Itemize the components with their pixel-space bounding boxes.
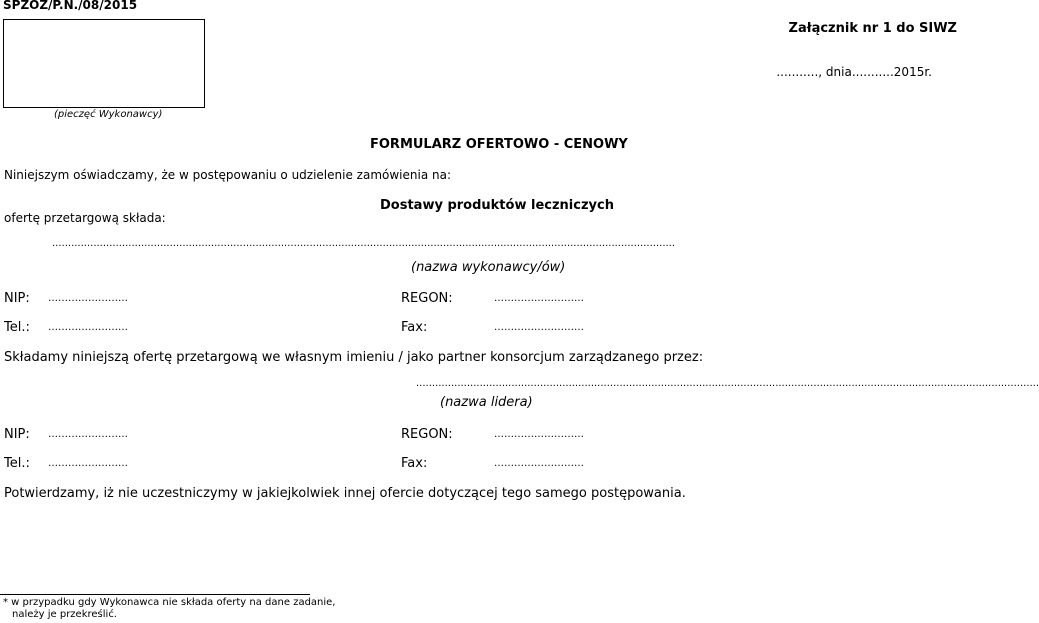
leader-nip-label: NIP: [4,427,30,442]
form-title: FORMULARZ OFERTOWO - CENOWY [370,137,628,152]
offer-label: ofertę przetargową składa: [4,211,166,225]
procurement-subject: Dostawy produktów leczniczych [380,198,614,213]
declaration-text: Niniejszym oświadczamy, że w postępowaniu o udzielenie zamówienia na: [4,168,451,182]
footnote-divider [0,594,310,595]
contractor-fax-label: Fax: [401,320,428,335]
leader-regon-field: ……………………… [494,429,584,440]
confirmation-text: Potwierdzamy, iż nie uczestniczymy w jakiejkolwiek innej ofercie dotyczącej tego samego postępowania. [4,486,686,501]
consortium-statement: Składamy niniejszą ofertę przetargową we własnym imieniu / jako partner konsorcjum zarządzanego przez: [4,350,704,365]
contractor-tel-field: …………………… [48,322,128,333]
contractor-nip-label: NIP: [4,291,30,306]
stamp-caption: (pieczęć Wykonawcy) [54,109,163,120]
footnote-line-2: należy je przekreślić. [12,609,117,620]
leader-regon-label: REGON: [401,427,453,442]
leader-name-field: .................................................................................................................................................................................................... [416,378,1039,389]
leader-tel-label: Tel.: [4,456,30,471]
reference-number: SPZOZ/P.N./08/2015 [3,0,138,12]
leader-fax-field: ……………………… [494,458,584,469]
contractor-stamp-box [3,19,205,108]
contractor-regon-label: REGON: [401,291,453,306]
contractor-fax-field: ……………………… [494,322,584,333]
contractor-regon-field: ……………………… [494,293,584,304]
leader-tel-field: …………………… [48,458,128,469]
contractor-nip-field: …………………… [48,293,128,304]
footnote-line-1: * w przypadku gdy Wykonawca nie składa oferty na dane zadanie, [3,597,336,608]
leader-nip-field: …………………… [48,429,128,440]
contractor-name-caption: (nazwa wykonawcy/ów) [411,260,566,275]
date-line: ..........., dnia...........2015r. [776,65,932,79]
leader-name-caption: (nazwa lidera) [440,395,533,410]
contractor-name-field: .................................................................................................................................................................................................... [52,238,676,249]
attachment-label: Załącznik nr 1 do SIWZ [788,21,957,36]
leader-fax-label: Fax: [401,456,428,471]
contractor-tel-label: Tel.: [4,320,30,335]
